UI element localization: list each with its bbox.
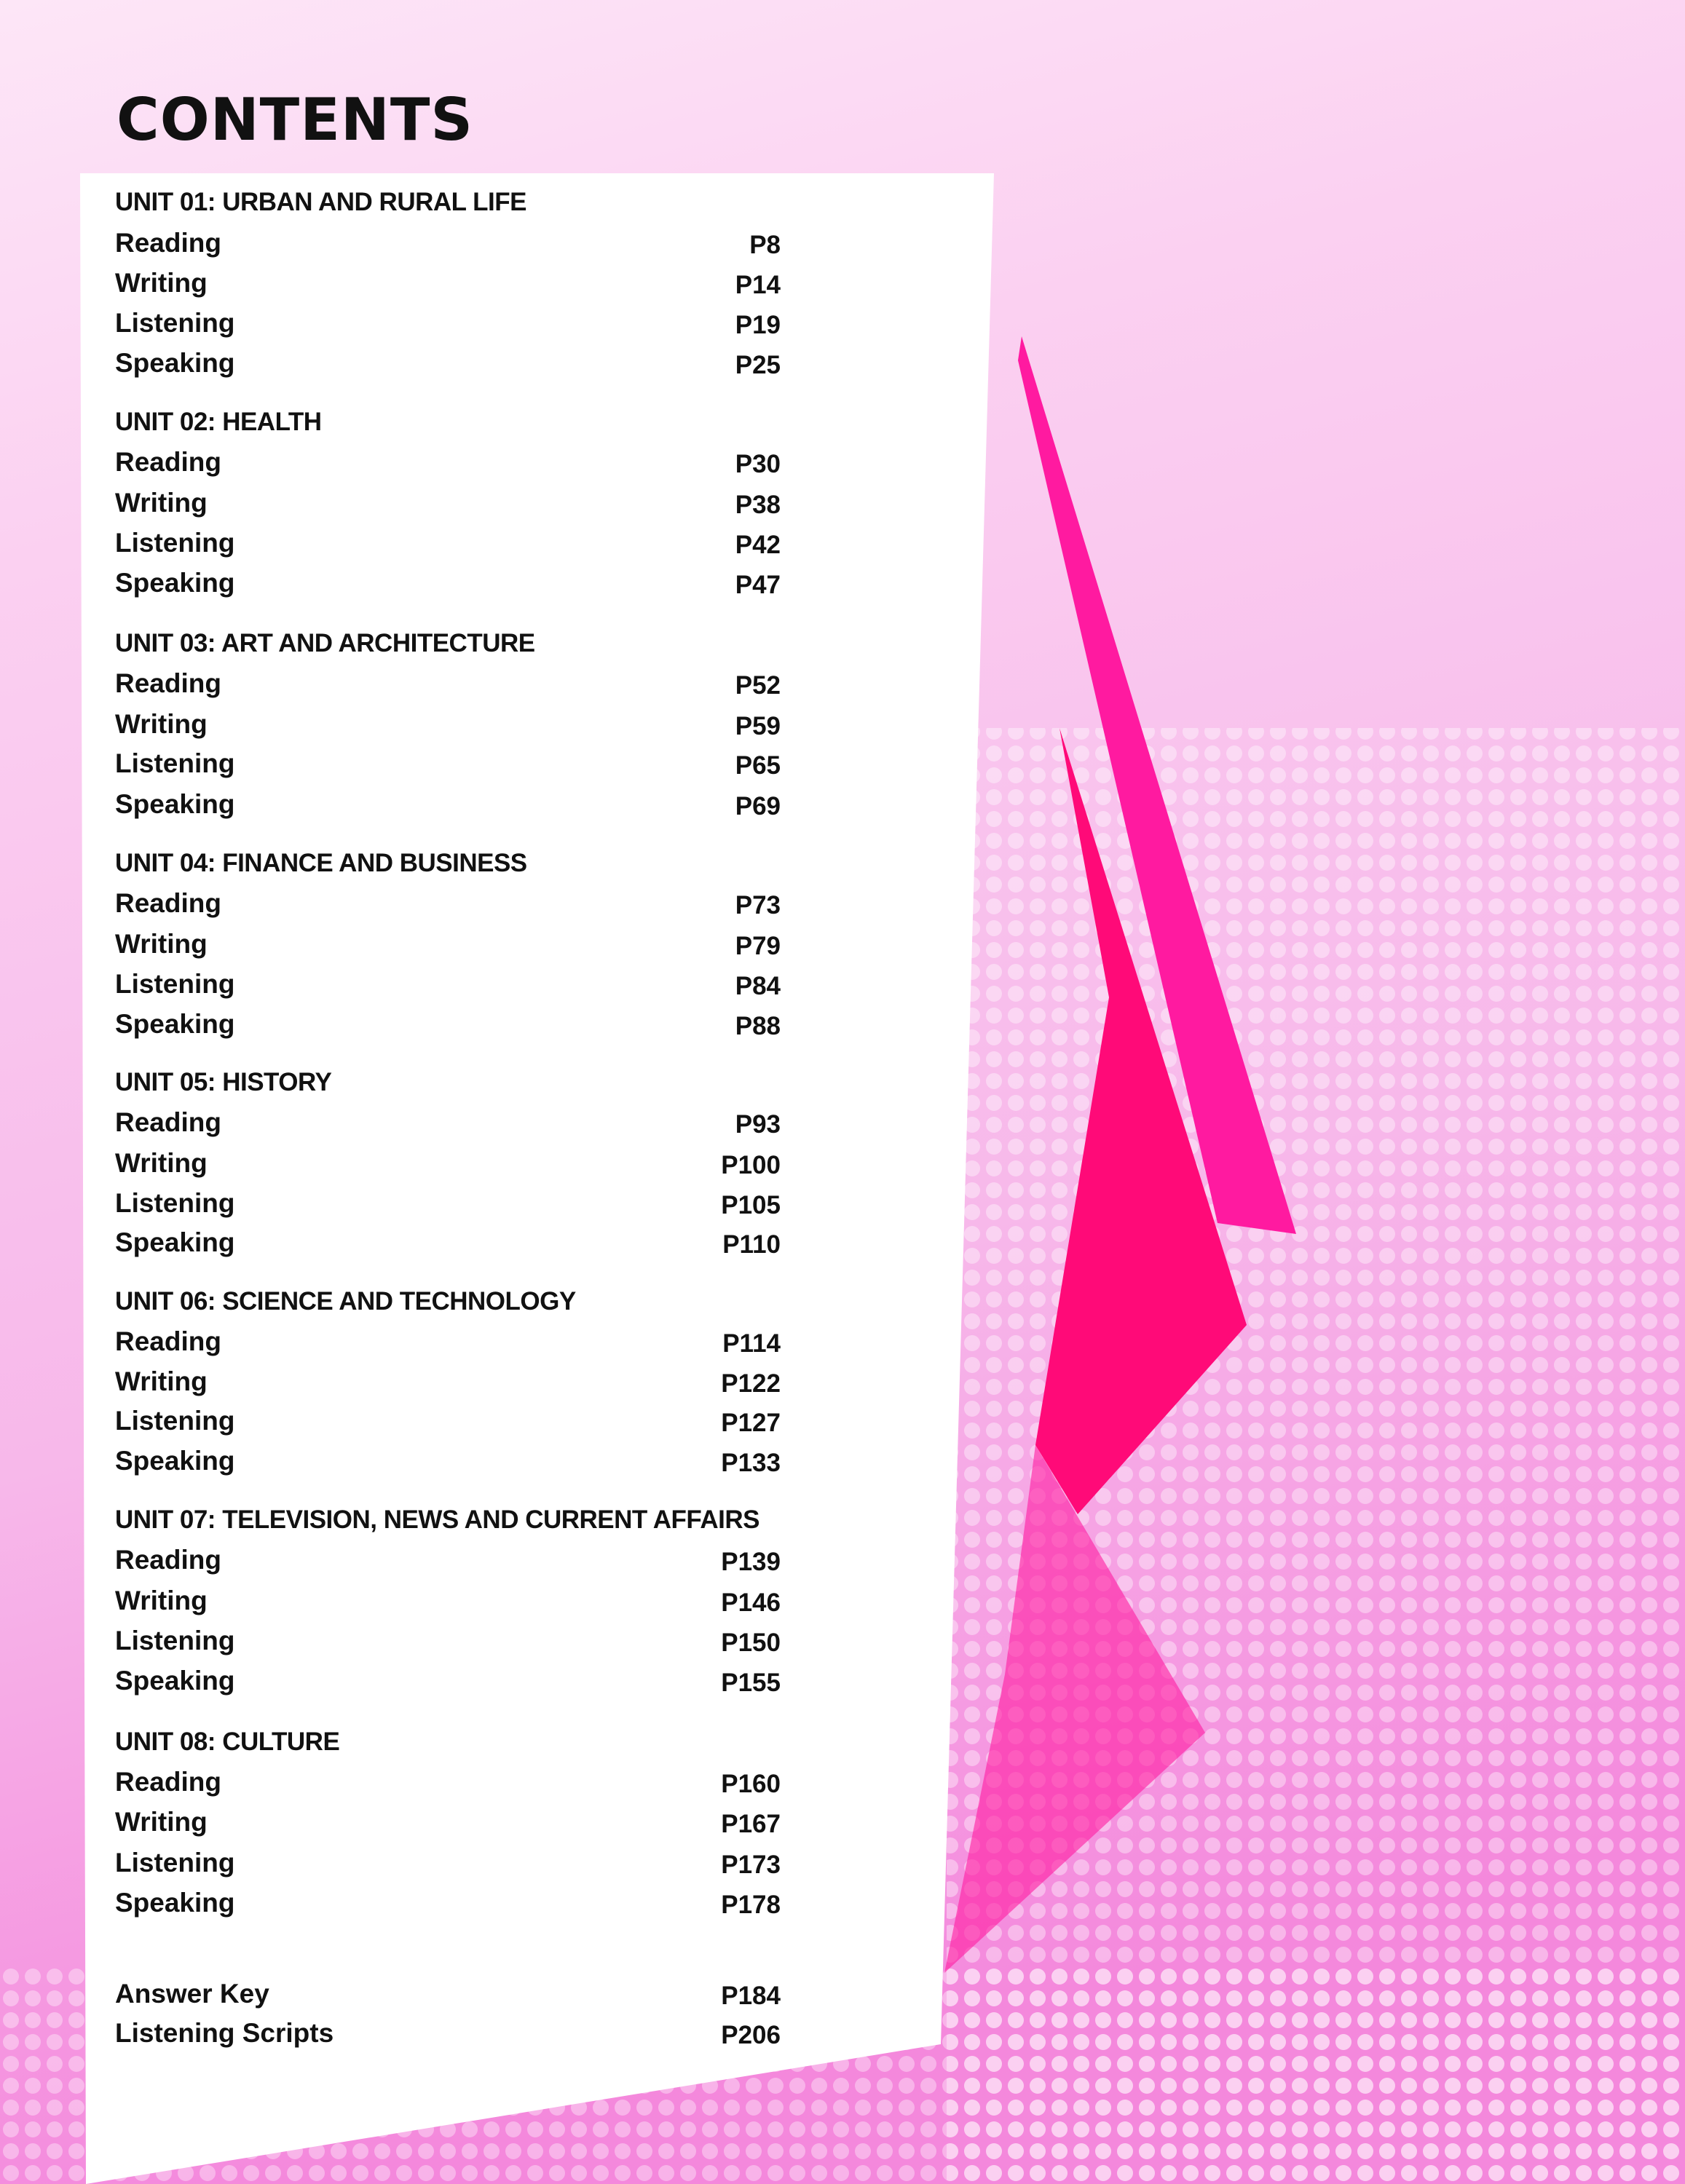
toc-section-label: Writing — [115, 929, 208, 959]
toc-page-number: P105 — [721, 1191, 781, 1219]
toc-page-number: P139 — [721, 1548, 781, 1576]
toc-section-label: Reading — [115, 1326, 221, 1356]
toc-row[interactable] — [115, 969, 781, 1002]
toc-page-number: P110 — [722, 1230, 781, 1259]
toc-row[interactable] — [115, 668, 781, 702]
toc-page-number: P19 — [735, 311, 781, 339]
toc-page-number: P114 — [722, 1329, 781, 1358]
toc-section-label: Reading — [115, 1545, 221, 1575]
unit-04-heading: UNIT 04: FINANCE AND BUSINESS — [115, 849, 527, 877]
toc-page-number: P14 — [735, 271, 781, 299]
toc-row[interactable] — [115, 447, 781, 480]
toc-section-label: Listening — [115, 1848, 235, 1878]
toc-row[interactable] — [115, 488, 781, 521]
toc-page-number: P146 — [721, 1588, 781, 1617]
toc-row[interactable] — [115, 528, 781, 561]
toc-row[interactable] — [115, 1666, 781, 1699]
toc-section-label: Listening — [115, 528, 235, 558]
toc-section-label: Speaking — [115, 789, 235, 819]
toc-page-number: P150 — [721, 1629, 781, 1657]
toc-row-listening-scripts[interactable] — [115, 2018, 781, 2052]
toc-row[interactable] — [115, 1848, 781, 1881]
toc-section-label: Reading — [115, 228, 221, 258]
toc-page-number: P178 — [721, 1891, 781, 1919]
unit-06-heading: UNIT 06: SCIENCE AND TECHNOLOGY — [115, 1287, 576, 1315]
toc-row[interactable] — [115, 1586, 781, 1619]
toc-section-label: Writing — [115, 709, 208, 739]
toc-row[interactable] — [115, 929, 781, 962]
toc-section-label: Listening — [115, 308, 235, 338]
toc-page-number: P122 — [721, 1369, 781, 1398]
toc-row-answer-key[interactable] — [115, 1979, 781, 2012]
toc-row[interactable] — [115, 1626, 781, 1659]
toc-row[interactable] — [115, 1888, 781, 1921]
toc-page-number: P100 — [721, 1151, 781, 1179]
toc-row[interactable] — [115, 1107, 781, 1141]
toc-section-label: Speaking — [115, 1009, 235, 1039]
toc-page-number: P133 — [721, 1449, 781, 1477]
toc-page-number: P30 — [735, 450, 781, 478]
toc-page-number: P184 — [721, 1982, 781, 2010]
unit-08-heading: UNIT 08: CULTURE — [115, 1728, 340, 1756]
toc-page-number: P47 — [735, 571, 781, 599]
toc-row[interactable] — [115, 1807, 781, 1840]
toc-section-label: Speaking — [115, 1888, 235, 1918]
toc-row[interactable] — [115, 789, 781, 823]
toc-page-number: P160 — [721, 1770, 781, 1798]
toc-section-label: Writing — [115, 1148, 208, 1178]
toc-row[interactable] — [115, 1545, 781, 1578]
toc-section-label: Listening — [115, 748, 235, 778]
toc-section-label: Speaking — [115, 1666, 235, 1696]
toc-row[interactable] — [115, 1767, 781, 1800]
toc-page-number: P59 — [735, 712, 781, 740]
toc-row[interactable] — [115, 1366, 781, 1400]
toc-page-number: P8 — [749, 231, 781, 259]
toc-row[interactable] — [115, 348, 781, 381]
toc-page-number: P65 — [735, 751, 781, 780]
unit-03-heading: UNIT 03: ART AND ARCHITECTURE — [115, 629, 535, 657]
toc-page-number: P69 — [735, 792, 781, 820]
toc-row[interactable] — [115, 1148, 781, 1182]
toc-row[interactable] — [115, 1009, 781, 1042]
toc-section-label: Listening — [115, 1626, 235, 1655]
toc-section-label: Listening Scripts — [115, 2018, 334, 2048]
toc-row[interactable] — [115, 308, 781, 341]
unit-07-heading: UNIT 07: TELEVISION, NEWS AND CURRENT AFFAIRS — [115, 1506, 759, 1534]
toc-section-label: Reading — [115, 888, 221, 918]
toc-section-label: Speaking — [115, 1227, 235, 1257]
toc-row[interactable] — [115, 228, 781, 261]
toc-section-label: Writing — [115, 1586, 208, 1615]
toc-page-number: P167 — [721, 1810, 781, 1838]
toc-section-label: Writing — [115, 268, 208, 298]
toc-page-number: P88 — [735, 1012, 781, 1040]
toc-section-label: Speaking — [115, 348, 235, 378]
toc-section-label: Writing — [115, 1807, 208, 1837]
toc-section-label: Writing — [115, 1366, 208, 1396]
toc-section-label: Answer Key — [115, 1979, 269, 2009]
toc-section-label: Reading — [115, 668, 221, 698]
toc-page-number: P93 — [735, 1110, 781, 1139]
unit-05-heading: UNIT 05: HISTORY — [115, 1068, 332, 1096]
toc-page-number: P38 — [735, 491, 781, 519]
toc-page-number: P84 — [735, 972, 781, 1000]
toc-row[interactable] — [115, 748, 781, 782]
toc-row[interactable] — [115, 268, 781, 301]
toc-section-label: Speaking — [115, 1446, 235, 1476]
toc-page-number: P206 — [721, 2021, 781, 2049]
toc-row[interactable] — [115, 709, 781, 743]
toc-row[interactable] — [115, 1227, 781, 1261]
toc-section-label: Writing — [115, 488, 208, 518]
toc-section-label: Listening — [115, 1406, 235, 1436]
page-title: CONTENTS — [117, 86, 474, 154]
toc-row[interactable] — [115, 1326, 781, 1360]
toc-page-number: P52 — [735, 671, 781, 700]
toc-page-number: P79 — [735, 932, 781, 960]
toc-row[interactable] — [115, 1406, 781, 1439]
toc-section-label: Reading — [115, 1107, 221, 1137]
toc-page-number: P127 — [721, 1409, 781, 1437]
unit-01-heading: UNIT 01: URBAN AND RURAL LIFE — [115, 188, 526, 216]
toc-row[interactable] — [115, 568, 781, 601]
unit-02-heading: UNIT 02: HEALTH — [115, 408, 322, 436]
toc-page-number: P42 — [735, 531, 781, 559]
toc-row[interactable] — [115, 1446, 781, 1479]
toc-page-number: P155 — [721, 1669, 781, 1697]
toc-page-number: P173 — [721, 1851, 781, 1879]
toc-section-label: Listening — [115, 1188, 235, 1218]
toc-section-label: Listening — [115, 969, 235, 999]
toc-row[interactable] — [115, 888, 781, 922]
toc-section-label: Reading — [115, 447, 221, 477]
toc-page-number: P73 — [735, 891, 781, 919]
toc-section-label: Reading — [115, 1767, 221, 1797]
toc-row[interactable] — [115, 1188, 781, 1222]
toc-section-label: Speaking — [115, 568, 235, 598]
toc-page-number: P25 — [735, 351, 781, 379]
